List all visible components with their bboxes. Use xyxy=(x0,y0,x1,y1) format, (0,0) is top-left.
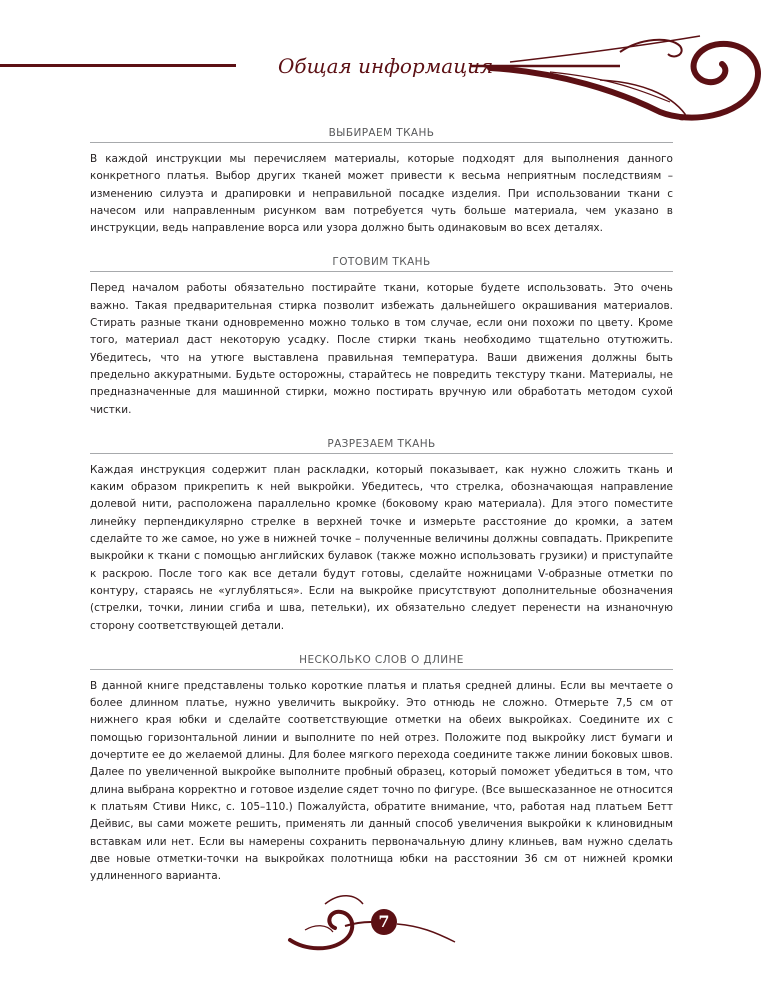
header-rule-left xyxy=(0,64,236,67)
section-prepare-fabric xyxy=(90,256,673,418)
footer-flourish-swirl xyxy=(290,912,352,948)
header-flourish-swirl xyxy=(490,44,758,118)
section-paragraph: В данной книге представлены только короткие платья и платья средней длины. Если вы мечтаете о более длинном платье, нужно увеличить выкройку. Это отнюдь не сложно. Отмерьте 7,5 см от нижнего края юбки и сделайте соответствующие отметки на обеих выкройках. Соедините их с помощью горизонтальной линии и выполните по ней отрез. Положите под выкройку лист бумаги и дочертите ее до желаемой длины. Для более мягкого перехода соедините также линии боковых швов. Далее по увеличенной выкройке выполните пробный образец, который поможет убедиться в том, что длина выбрана корректно и готовое изделие сядет точно по фигуре. (Все вышесказанное не относится к платьям Стиви Никс, с. 105–110.) Пожалуйста, обратите внимание, что, работая над платьем Бетт Дейвис, вы сами можете решить, применять ли данный способ увеличения выкройки к клиновидным вставкам или нет. Если вы намерены сохранить первоначальную длину клиньев, вам нужно сделать две новые отметки-точки на выкройках полотнища юбки на расстоянии 36 см от нижней кромки удлиненного варианта. xyxy=(90,679,673,883)
section-heading: ГОТОВИМ ТКАНЬ xyxy=(90,256,673,272)
footer-flourish-tail xyxy=(305,926,333,932)
header-flourish-thin-1 xyxy=(510,36,700,62)
header-flourish-icon xyxy=(470,32,763,122)
section-heading: НЕСКОЛЬКО СЛОВ О ДЛИНЕ xyxy=(90,654,673,670)
section-paragraph: Каждая инструкция содержит план раскладки, который показывает, как нужно сложить ткань и каким образом прикрепить к ней выкройки. Убедитесь, что стрелка, обозначающая направление долевой нити, расположена параллельно кромке (боковому краю материала). Для этого поместите линейку перпендикулярно стрелке в верхней точке и измерьте расстояние до кромки, а затем сделайте то же самое, но уже в нижней точке – полученные величины должны совпадать. Прикрепите выкройки к ткани с помощью английских булавок (также можно использовать грузики) и приступайте к раскрою. После того как все детали будут готовы, сделайте ножницами V-образные отметки по контуру, стараясь не «углубляться». Если на выкройке присутствуют дополнительные обозначения (стрелки, точки, линии сгиба и шва, петельки), их обязательно следует перенести на изнаночную сторону соответствующей детали. xyxy=(90,463,673,632)
page-title: Общая информация xyxy=(278,54,494,78)
section-choose-fabric xyxy=(90,127,673,237)
section-paragraph: Перед началом работы обязательно постирайте ткани, которые будете использовать. Это очень важно. Такая предварительная стирка позволит избежать дальнейшего окрашивания материалов. Стирать разные ткани одновременно можно только в том случае, если они похожи по цвету. Кроме того, материал даст некоторую усадку. После стирки ткань необходимо тщательно отутюжить. Убедитесь, что на утюге выставлена правильная температура. Ваши движения должны быть предельно аккуратными. Будьте осторожны, старайтесь не повредить текстуру ткани. Материалы, не предназначенные для машинной стирки, можно постирать вручную или обработать методом сухой чистки. xyxy=(90,282,673,416)
page-number: 7 xyxy=(371,909,397,935)
header-flourish-curl xyxy=(620,40,682,57)
footer-flourish-right xyxy=(397,924,455,942)
footer-flourish-leaf xyxy=(325,896,363,904)
section-heading: ВЫБИРАЕМ ТКАНЬ xyxy=(90,127,673,143)
section-heading: РАЗРЕЗАЕМ ТКАНЬ xyxy=(90,438,673,454)
section-length xyxy=(90,654,673,886)
section-paragraph: В каждой инструкции мы перечисляем материалы, которые подходят для выполнения данного конкретного платья. Выбор других тканей может привести к весьма неприятным последствиям – изменению силуэта и драпировки и неправильной посадке изделия. При использовании ткани с начесом или направленным рисунком вам потребуется чуть больше материала, чем указано в инструкции, ведь направление ворса или узора должно быть одинаковым во всех деталях. xyxy=(90,153,673,235)
article-body xyxy=(90,127,673,904)
section-cut-fabric xyxy=(90,438,673,635)
